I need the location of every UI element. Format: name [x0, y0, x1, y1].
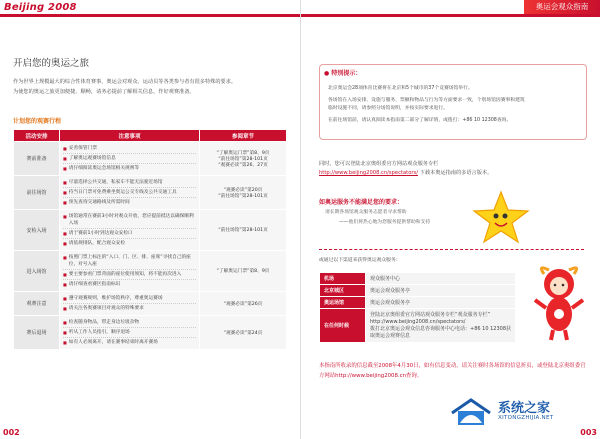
table-row: [320, 297, 516, 309]
services-title: 或通过以下渠道来获得奥运观众服务：: [319, 258, 401, 263]
row-category: 安检入场: [14, 210, 60, 251]
ref: “了解奥运门票”第8、9页: [216, 269, 270, 274]
watermark-url: XITONGZHIJIA.NET: [498, 415, 554, 421]
note: 请仔细查看赛区指南标识: [68, 282, 121, 287]
header-bar: [0, 0, 300, 17]
schedule-title: 计划您的观赛行程: [13, 118, 62, 125]
house-logo-icon: [448, 397, 494, 427]
intro-text: [13, 77, 289, 97]
service-key: 在任何时候: [320, 309, 366, 343]
row-notes: [60, 210, 200, 251]
guide-title: 奥运会观众指南: [524, 0, 600, 14]
service-key: 机场: [320, 273, 366, 285]
bullet-icon: ■: [63, 241, 67, 246]
bullet-icon: ■: [63, 231, 67, 236]
bullet-icon: ■: [63, 320, 67, 325]
tip-line: 在前往场馆前，请认真阅读本指南第二部分了解详情，或拨打：+86 10 12308查询。: [328, 118, 512, 123]
col-reference: 参阅章节: [200, 130, 287, 142]
col-activity: 活动安排: [14, 130, 60, 142]
tip-line: 各场馆在入场安排、设施与服务、票额和物品与行为等方面要求一致，个别场馆因赛事和建筑: [328, 98, 525, 103]
table-row: [320, 273, 516, 285]
note: 预先查询交通路线及所需时间: [68, 200, 130, 205]
table-row: [14, 292, 287, 316]
row-category: 赛后退场: [14, 316, 60, 350]
bullet-icon: ■: [63, 190, 67, 195]
ref: “观赛必读”第26、27页: [218, 162, 268, 168]
note: 持当日门票可免费乘坐奥运公交专线及公共交通工具: [68, 190, 177, 195]
intro-line: 为使您的奥运之旅更加便捷、顺畅，请务必提前了解相关信息，作好观赛准备。: [13, 89, 195, 95]
bullet-icon: ■: [63, 180, 67, 185]
section-title: 开启您的奥运之旅: [13, 58, 90, 69]
intro-line: 作为世界上规模最大的综合性体育赛事，奥运会对观众、运动员等各类参与者有很多特殊的要求。: [13, 79, 237, 85]
note: 听从工作人员指引，顺序退场: [68, 330, 130, 335]
spectators-link[interactable]: http://www.beijing2008.cn/spectators/: [319, 170, 418, 176]
special-tips-box: [319, 64, 587, 140]
row-reference: [200, 176, 287, 210]
bullet-icon: ■: [63, 214, 67, 219]
row-category: 前往场馆: [14, 176, 60, 210]
service-value: 奥运会观众服务亭: [366, 285, 516, 297]
note: 按照门票上标注的“入口、门、区、排、座席”寻找自己的座位，对号入座: [68, 255, 191, 267]
bottom-note: 本指南所收录的信息截至2008年4月30日，如有信息变动，请关注赛时各场馆的信息折页，或登陆北京奥组委官方网站http://www.beijing2008.cn查询。: [319, 363, 586, 379]
table-row: [14, 176, 287, 210]
bullet-icon: ■: [63, 296, 67, 301]
divider: [319, 249, 584, 250]
beijing-2008-logo: Beijing 2008: [4, 2, 77, 13]
bullet-icon: ■: [63, 272, 67, 277]
row-notes: [60, 316, 200, 350]
ref: “观赛必读”第20页: [223, 187, 263, 193]
tip-line: 临时设施不同，请参照分场馆说明，并按实际要求进行。: [328, 106, 448, 111]
table-row: [320, 309, 516, 343]
row-reference: [200, 292, 287, 316]
ref: “观赛必读”第24页: [223, 330, 263, 336]
table-row: [14, 316, 287, 350]
star-mascot-icon: [471, 190, 531, 245]
row-notes: [60, 142, 200, 176]
unsatisfied-line: ——他们将热心地为您服务提供帮助和支持: [339, 220, 431, 225]
service-value: 观众服务中心: [366, 273, 516, 285]
bullet-icon: ■: [63, 156, 67, 161]
unsatisfied-title: 如奥运服务不能满足您的要求：: [319, 199, 404, 206]
ref: “前往场馆”第28-101页: [218, 193, 268, 199]
alert-icon: ●: [324, 70, 332, 77]
table-row: [14, 251, 287, 292]
page-number-left: 002: [3, 428, 20, 437]
row-category: 赛前准备: [14, 142, 60, 176]
row-reference: [200, 210, 287, 251]
note: 遵守观赛规则，维护场馆秩序，尊重奥运赛场: [68, 296, 163, 301]
note: 检查随身物品，带走身边垃圾杂物: [68, 320, 140, 325]
note: 了解奥运观赛场馆信息: [68, 156, 116, 161]
service-key: 北京城区: [320, 285, 366, 297]
note: 请关注各奥赛项目对观众的特殊要求: [68, 306, 144, 311]
ref: “前往场馆”第28-101页: [218, 228, 268, 233]
bullet-icon: ■: [63, 340, 67, 345]
bullet-icon: ■: [63, 146, 67, 151]
bullet-icon: ■: [63, 166, 67, 171]
note: 请仔细阅读奥运会场馆相关规则等: [68, 166, 140, 171]
table-row: [320, 285, 516, 297]
note: 请于赛前1小时到达观众安检口: [68, 231, 133, 236]
watermark: [448, 397, 596, 427]
row-notes: [60, 292, 200, 316]
tip-title: ● 特别提示：: [324, 70, 362, 77]
service-key: 奥运场馆: [320, 297, 366, 309]
ref: “前往场馆”第28-101页: [218, 156, 268, 162]
bullet-icon: ■: [63, 255, 67, 260]
bullet-icon: ■: [63, 306, 67, 311]
row-reference: [200, 316, 287, 350]
col-notes: 注意事项: [60, 130, 200, 142]
table-row: [14, 142, 287, 176]
note: 妥善保管门票: [68, 146, 97, 151]
note: 场馆通常在赛前3小时对观众开放，您应提前抵达以确保顺利入场: [68, 214, 194, 226]
service-value: 登陆北京奥组委官方网站观众服务专栏“观众服务专栏” http://www.beijing2008.cn/spectators/ 拨打北京奥运会观众信息咨询服务中心电话：+86 10 12308获取奥运会观赛信息: [366, 309, 516, 343]
ref: “了解奥运门票”第8、9页: [216, 150, 270, 156]
schedule-table: [13, 129, 287, 350]
right-page: [300, 0, 600, 439]
unsatisfied-line: 请长期各场馆观众服务志愿者寻求帮助: [325, 210, 407, 215]
row-category: 进入场馆: [14, 251, 60, 292]
note: 尽量选择公共交通，私家车不能无法驶近场馆: [68, 180, 163, 185]
row-reference: [200, 251, 287, 292]
fuwa-mascot-icon: [529, 262, 589, 342]
note: 如有人必须离开，请在赛事结束时离开赛场: [68, 340, 158, 345]
row-notes: [60, 251, 200, 292]
service-value: 奥运会观众服务亭: [366, 297, 516, 309]
bullet-icon: ■: [63, 200, 67, 205]
watermark-text: 系统之家: [498, 401, 551, 416]
contact-paragraph: 同时，您可以登陆北京奥组委官方网站观众服务专栏 http://www.beijing2008.cn/spectators/ 下载本奥运指南的多语言版本。: [319, 161, 493, 176]
page-number-right: 003: [580, 428, 597, 437]
note: 要主要参看门票背面的座位使用须知，将不能再次进入: [68, 272, 182, 277]
row-reference: [200, 142, 287, 176]
bullet-icon: ■: [63, 282, 67, 287]
services-table: [319, 272, 516, 343]
row-notes: [60, 176, 200, 210]
row-category: 观赛注意: [14, 292, 60, 316]
ref: “观赛必读”第26页: [223, 301, 263, 307]
header-bar: [301, 0, 600, 17]
bullet-icon: ■: [63, 330, 67, 335]
table-row: [14, 210, 287, 251]
note: 请依规排队，配合观众安检: [68, 241, 126, 246]
tip-line: 北京奥运会28项体育比赛将在北京和5个城市的37个竞赛场馆举行。: [328, 86, 473, 91]
